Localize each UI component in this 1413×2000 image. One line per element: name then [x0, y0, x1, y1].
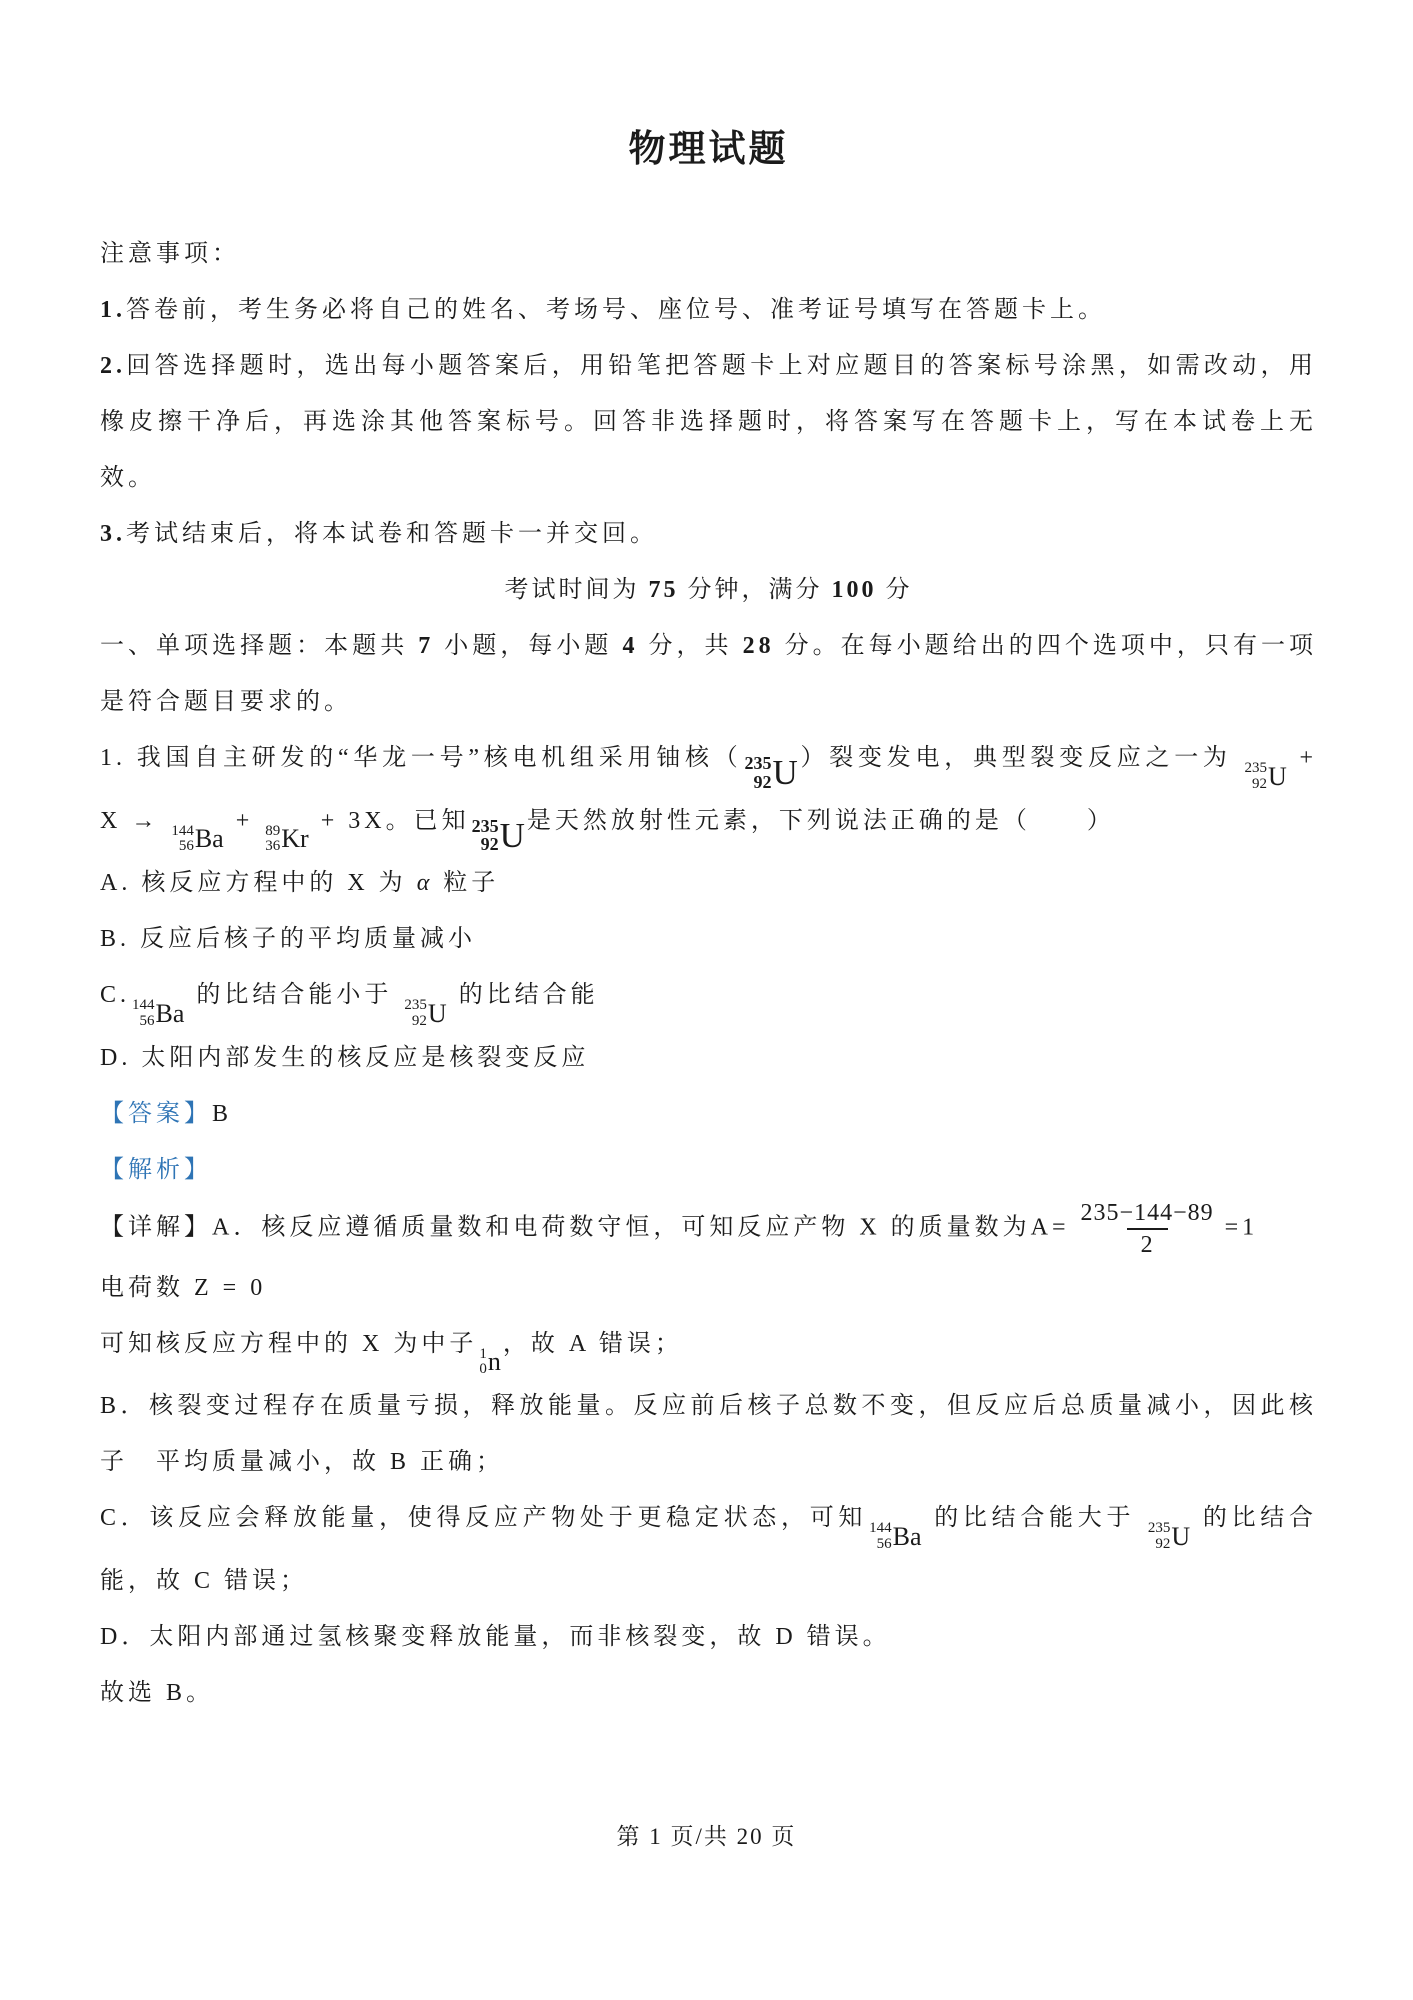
answer-value: B [212, 1100, 233, 1127]
nuclide-ba144 [869, 1521, 921, 1553]
atomic-number: 92 [411, 1012, 427, 1029]
question-1-stem [100, 730, 1317, 855]
nuclide-u235 [1148, 1521, 1190, 1553]
notice-item-2 [100, 338, 1317, 506]
nuclide-u235 [1244, 761, 1286, 793]
question-1-text-4: 是天然放射性元素，下列说法正确的是（ ） [526, 807, 1115, 834]
option-d-text: 太阳内部发生的核反应是核裂变反应 [131, 1044, 590, 1071]
detail-paragraph-b [100, 1378, 1317, 1490]
notice-heading [100, 226, 1317, 282]
mass-number-fraction [1075, 1198, 1220, 1260]
exam-info-text3: 分 [876, 577, 913, 603]
option-c-text-1: 的比结合能小于 [186, 982, 403, 1008]
detail-c-text-1: C．该反应会释放能量，使得反应产物处于更稳定状态，可知 [100, 1505, 868, 1531]
detail-charge-line [100, 1260, 1317, 1316]
question-1-number: 1. [100, 745, 126, 771]
detail-neutron-line [100, 1316, 1317, 1379]
atomic-number: 56 [139, 1012, 155, 1029]
atomic-number: 0 [479, 1361, 487, 1378]
equation-text-1: + X → [100, 745, 1317, 834]
atomic-number: 92 [1155, 1535, 1171, 1552]
atomic-number: 56 [876, 1535, 892, 1552]
nuclide-ba144 [132, 998, 184, 1030]
formula-lhs: A= [1030, 1214, 1070, 1241]
detail-neutron-text-2: ，故 A 错误； [502, 1330, 683, 1357]
detail-c-text-3: 的比结合能，故 C 错误； [100, 1505, 1318, 1594]
mass-number: 144 [132, 997, 155, 1013]
exam-total-score: 100 [831, 577, 877, 603]
detail-paragraph-d [100, 1609, 1317, 1665]
notice-item-1 [100, 282, 1317, 338]
mass-number: 89 [265, 822, 281, 839]
option-c-text-2: 的比结合能 [448, 982, 599, 1008]
fraction-numerator: 235−144−89 [1080, 1199, 1214, 1226]
section-heading-text3: 分，共 [638, 633, 743, 659]
element-symbol: Kr [281, 824, 309, 854]
section-heading-text4: 分。在每小题给出的四个选项中，只有一项是符合题目要求的。 [100, 633, 1318, 715]
question-1-text-3: 。已知 [385, 807, 470, 834]
detail-d-text: D．太阳内部通过氢核聚变释放能量，而非核裂变，故 D 错误。 [100, 1623, 891, 1650]
nuclide-kr89 [265, 824, 308, 856]
element-symbol: n [487, 1347, 501, 1377]
section-heading-text2: 小题，每小题 [434, 633, 623, 659]
element-symbol: U [499, 815, 525, 855]
exam-info-text: 考试时间为 [504, 577, 649, 603]
detail-b-text: B．核裂变过程存在质量亏损，释放能量。反应前后核子总数不变，但反应后总质量减小，因此核子 平均质量减小，故 B 正确； [100, 1393, 1317, 1475]
conclusion-line [100, 1665, 1317, 1721]
detail-c-text-2: 的比结合能大于 [923, 1505, 1146, 1531]
atomic-number: 92 [1251, 775, 1267, 792]
option-a-text-1: 核反应方程中的 X 为 [131, 870, 417, 896]
alpha-symbol: α [416, 870, 434, 896]
exam-info-text2: 分钟，满分 [678, 577, 832, 603]
notice-heading-text: 注意事项： [100, 241, 240, 267]
conclusion-text: 故选 B。 [100, 1679, 215, 1706]
element-symbol: U [427, 998, 447, 1028]
charge-text: 电荷数 Z = 0 [100, 1274, 267, 1301]
mass-number: 235 [404, 997, 427, 1013]
mass-number: 235 [471, 815, 499, 836]
mass-number: 235 [744, 753, 772, 773]
notice-item-3-text: 考试结束后，将本试卷和答题卡一并交回。 [126, 521, 658, 547]
nuclide-u235 [404, 998, 446, 1030]
element-symbol: U [1267, 761, 1287, 791]
section-heading-text: 一、单项选择题：本题共 [100, 633, 419, 659]
notice-item-2-text: 回答选择题时，选出每小题答案后，用铅笔把答题卡上对应题目的答案标号涂黑，如需改动，用橡皮擦干净后，再选涂其他答案标号。回答非选择题时，将答案写在答题卡上，写在本试卷上无效。 [100, 353, 1317, 491]
detail-a-text: A．核反应遵循质量数和电荷数守恒，可知反应产物 X 的质量数为 [212, 1214, 1031, 1241]
notice-item-1-text: 答卷前，考生务必将自己的姓名、考场号、座位号、准考证号填写在答题卡上。 [126, 297, 1106, 323]
atomic-number: 92 [480, 834, 499, 855]
mass-number: 144 [171, 822, 194, 839]
option-a [100, 855, 1317, 911]
question-1-text-1: 我国自主研发的“华龙一号”核电机组采用铀核（ [126, 745, 743, 771]
atomic-number: 36 [265, 838, 281, 855]
nuclide-ba144 [171, 824, 223, 856]
atomic-number: 56 [178, 838, 194, 855]
section-points-each: 4 [622, 633, 639, 659]
nuclide-u235 [744, 754, 797, 792]
element-symbol: Ba [892, 1521, 922, 1551]
element-symbol: U [1171, 1521, 1191, 1551]
detail-neutron-text-1: 可知核反应方程中的 X 为中子 [100, 1330, 478, 1357]
nuclide-u235 [472, 817, 525, 855]
detail-tag: 【详解】 [100, 1214, 212, 1241]
detail-paragraph-a [100, 1198, 1317, 1260]
element-symbol: U [772, 753, 798, 793]
page-footer: 第 1 页/共 20 页 [616, 1824, 797, 1849]
page-title: 物理试题 [628, 129, 789, 170]
notice-item-3-number: 3. [100, 521, 126, 547]
mass-number: 235 [1147, 1520, 1171, 1536]
option-a-label: A. [100, 870, 132, 896]
notice-item-3 [100, 506, 1317, 562]
option-b-text: 反应后核子的平均质量减小 [130, 926, 477, 952]
equation-text-2: + [225, 807, 264, 834]
notice-item-1-number: 1. [100, 297, 126, 323]
equation-text-3: + 3X [310, 807, 386, 834]
answer-line [100, 1086, 1317, 1142]
detail-paragraph-c [100, 1490, 1317, 1609]
section-question-count: 7 [418, 633, 435, 659]
formula-rhs: =1 [1224, 1214, 1259, 1241]
exam-duration: 75 [648, 577, 679, 603]
section-heading [100, 618, 1317, 730]
element-symbol: Ba [194, 824, 224, 854]
option-b-label: B. [100, 926, 131, 952]
mass-number: 1 [479, 1345, 487, 1362]
option-c-label: C. [100, 982, 131, 1008]
option-b [100, 911, 1317, 967]
answer-tag: 【答案】 [100, 1100, 212, 1127]
option-d-label: D. [100, 1044, 132, 1071]
atomic-number: 92 [753, 771, 772, 792]
element-symbol: Ba [155, 998, 185, 1028]
question-1-text-2: ）裂变发电，典型裂变反应之一为 [799, 745, 1243, 771]
notice-item-2-number: 2. [100, 353, 126, 379]
analysis-line [100, 1142, 1317, 1198]
nuclide-neutron [479, 1347, 501, 1379]
mass-number: 144 [869, 1520, 892, 1536]
option-d [100, 1030, 1317, 1086]
option-c [100, 967, 1317, 1030]
section-points-total: 28 [742, 633, 775, 659]
option-a-text-2: 粒子 [433, 870, 500, 896]
fraction-denominator: 2 [1127, 1228, 1168, 1260]
exam-info [100, 562, 1317, 618]
analysis-tag: 【解析】 [100, 1156, 212, 1183]
mass-number: 235 [1244, 760, 1267, 776]
